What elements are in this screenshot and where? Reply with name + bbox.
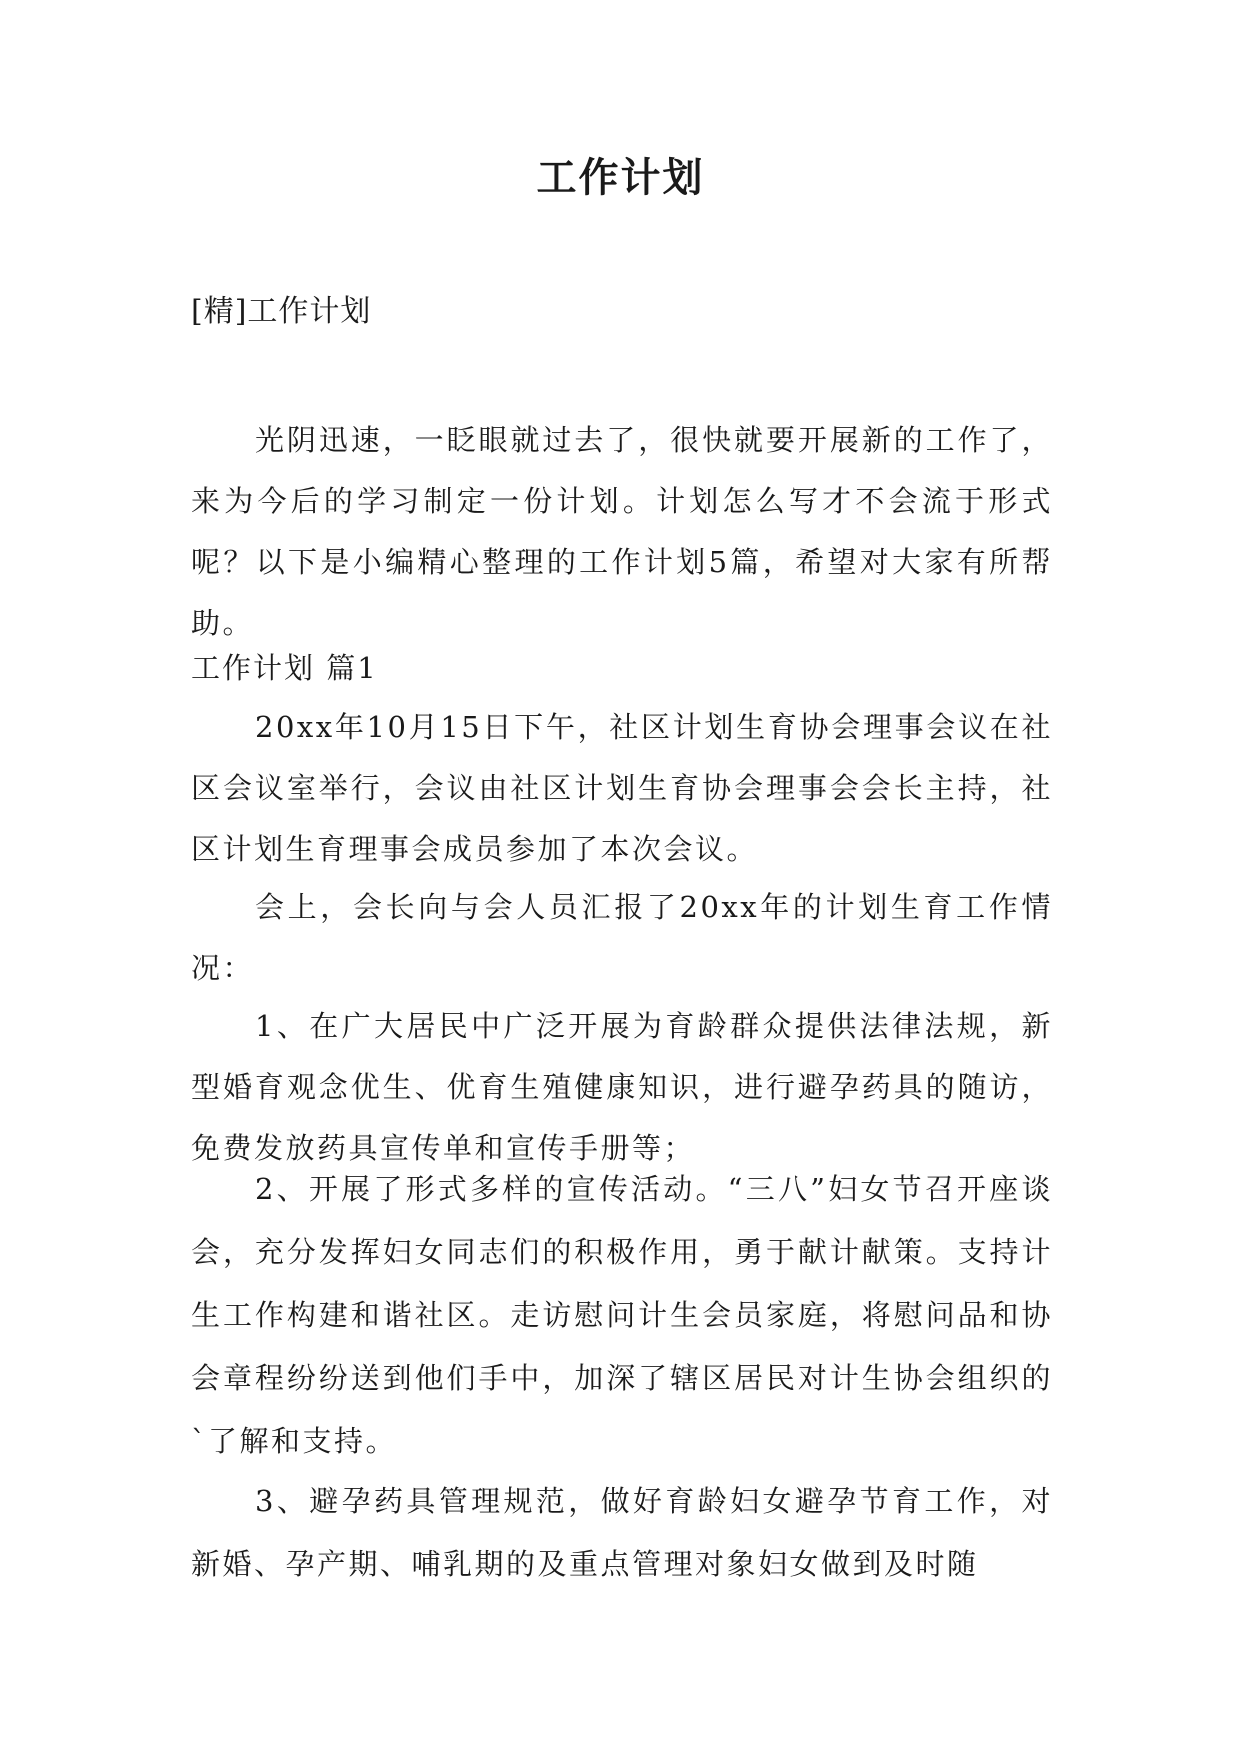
document-subtitle: [精]工作计划 [191,294,372,329]
section-heading: 工作计划 篇1 [191,651,378,685]
paragraph-block-1 [191,697,1053,880]
body-paragraph: 3、避孕药具管理规范，做好育龄妇女避孕节育工作，对新婚、孕产期、哺乳期的及重点管理对象妇女做到及时随 [191,1484,1053,1581]
body-paragraph: 2、开展了形式多样的宣传活动。“三八”妇女节召开座谈会，充分发挥妇女同志们的积极作用，勇于献计献策。支持计生工作构建和谐社区。走访慰问计生会员家庭，将慰问品和协会章程纷纷送到他们手中，加深了辖区居民对计生协会组织的`了解和支持。 [191,1172,1053,1458]
paragraph-block-3 [191,996,1053,1179]
intro-paragraph: 光阴迅速，一眨眼就过去了，很快就要开展新的工作了，来为今后的学习制定一份计划。计划怎么写才不会流于形式呢？以下是小编精心整理的工作计划5篇，希望对大家有所帮助。 [191,423,1053,640]
paragraph-block-5 [191,1470,1053,1596]
document-title: 工作计划 [536,155,705,201]
body-paragraph: 会上，会长向与会人员汇报了20xx年的计划生育工作情况： [191,890,1053,985]
body-paragraph: 1、在广大居民中广泛开展为育龄群众提供法律法规，新型婚育观念优生、优育生殖健康知识，进行避孕药具的随访，免费发放药具宣传单和宣传手册等； [191,1009,1053,1165]
intro-paragraph-block [191,410,1053,654]
paragraph-block-4 [191,1158,1053,1473]
paragraph-block-2 [191,877,1053,999]
body-paragraph: 20xx年10月15日下午，社区计划生育协会理事会议在社区会议室举行，会议由社区计划生育协会理事会会长主持，社区计划生育理事会成员参加了本次会议。 [191,710,1053,866]
